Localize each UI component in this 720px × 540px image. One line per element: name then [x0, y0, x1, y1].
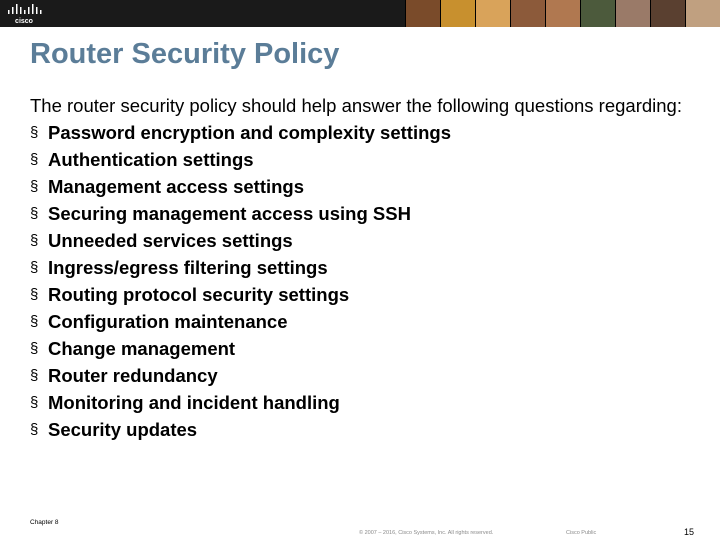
bullet-text: Ingress/egress filtering settings: [48, 257, 328, 278]
bullet-item: [30, 308, 690, 335]
classification-label: Cisco Public: [566, 530, 597, 536]
header-photo: [440, 0, 475, 27]
bullet-icon: §: [30, 394, 39, 411]
header-photo: [405, 0, 440, 27]
cisco-logo-icon: [6, 3, 42, 25]
bullet-icon: §: [30, 313, 39, 330]
bullet-text: Monitoring and incident handling: [48, 392, 340, 413]
header-photo: [475, 0, 510, 27]
header-bar: [0, 0, 720, 27]
header-photo: [510, 0, 545, 27]
bullet-item: [30, 119, 690, 146]
bullet-text: Authentication settings: [48, 149, 254, 170]
bullet-icon: §: [30, 421, 39, 438]
bullet-text: Security updates: [48, 419, 198, 440]
bullet-text: Routing protocol security settings: [48, 284, 350, 305]
header-photo: [545, 0, 580, 27]
bullet-icon: §: [30, 178, 39, 195]
header-photo: [650, 0, 685, 27]
photo-strip: [405, 0, 720, 27]
bullet-icon: §: [30, 232, 39, 249]
bullet-item: [30, 416, 690, 443]
bullet-icon: §: [30, 124, 39, 141]
bullet-icon: §: [30, 151, 39, 168]
intro-text: The router security policy should help answer the following questions regarding:: [30, 95, 682, 116]
bullet-list: [30, 119, 690, 443]
header-photo: [615, 0, 650, 27]
bullet-text: Router redundancy: [48, 365, 218, 386]
slide-body: [30, 95, 690, 443]
bullet-text: Configuration maintenance: [48, 311, 288, 332]
bullet-icon: §: [30, 259, 39, 276]
chapter-label: Chapter 8: [30, 519, 59, 526]
bullet-item: [30, 389, 690, 416]
bullet-icon: §: [30, 205, 39, 222]
bullet-icon: §: [30, 367, 39, 384]
bullet-item: [30, 281, 690, 308]
bullet-text: Change management: [48, 338, 236, 359]
bullet-text: Management access settings: [48, 176, 305, 197]
bullet-icon: §: [30, 340, 39, 357]
page-number: 15: [684, 527, 695, 537]
bullet-item: [30, 146, 690, 173]
header-photo: [685, 0, 720, 27]
bullet-item: [30, 200, 690, 227]
bullet-item: [30, 335, 690, 362]
bullet-item: [30, 173, 690, 200]
bullet-text: Securing management access using SSH: [48, 203, 411, 224]
copyright-text: © 2007 – 2016, Cisco Systems, Inc. All rights reserved.: [359, 530, 494, 536]
bullet-item: [30, 227, 690, 254]
bullet-item: [30, 362, 690, 389]
header-photo: [580, 0, 615, 27]
brand-text: cisco: [15, 18, 33, 25]
bullet-text: Unneeded services settings: [48, 230, 293, 251]
slide-title: Router Security Policy: [30, 38, 340, 70]
bullet-text: Password encryption and complexity settings: [48, 122, 451, 143]
bullet-icon: §: [30, 286, 39, 303]
bullet-item: [30, 254, 690, 281]
